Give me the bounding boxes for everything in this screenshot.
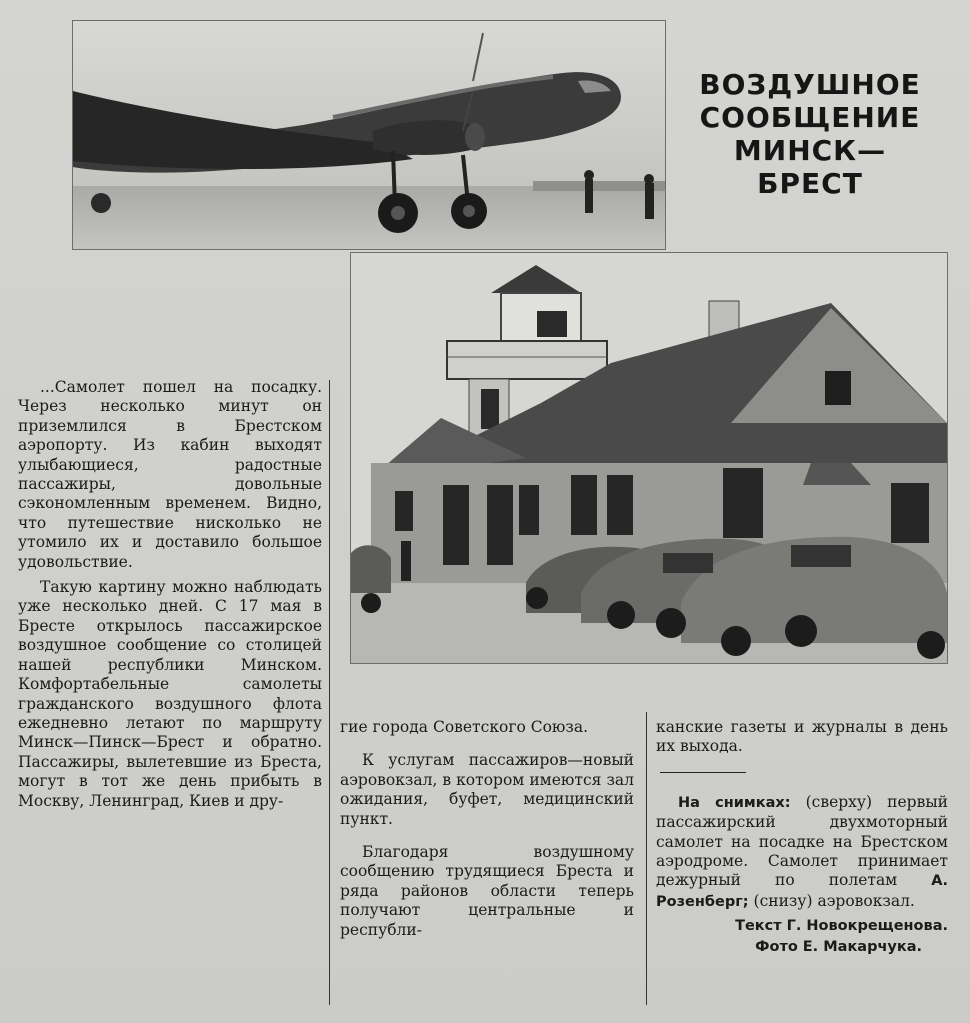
article-headline — [690, 68, 930, 200]
caption-label: На снимках: — [678, 794, 791, 811]
caption-name: А. Розенберг; — [656, 873, 948, 910]
headline-line-3: МИНСК— — [733, 134, 887, 167]
column-rule-2 — [646, 712, 647, 1005]
photo-caption — [656, 793, 948, 912]
headline-line-2: СООБЩЕНИЕ — [699, 101, 921, 134]
text-credit — [656, 916, 948, 936]
paragraph-5: Благодаря воздушному сообщению трудящиеся Бреста и ряда районов области теперь получают центральные и республи- — [340, 843, 634, 939]
photo-credit-label: Фото — [755, 938, 798, 955]
headline-line-1: ВОЗДУШНОЕ — [699, 68, 921, 101]
paragraph-4: К услугам пассажиров—новый аэровокзал, в котором имеются зал ожидания, буфет, медицинский пункт. — [340, 751, 634, 828]
paragraph-2: Такую картину можно наблюдать уже несколько дней. С 17 мая в Бресте открылось пассажирское воздушное сообщение со столицей нашей республики Минском. Комфортабельные самолеты гражданского воздушного флота ежедневно летают по маршруту Минск—Пинск—Брест и обратно. Пассажиры, вылетевшие из Бреста, могут в тот же день прибыть в Москву, Ленинград, Киев и дру- — [18, 578, 322, 810]
caption-text-a: (сверху) первый пассажирский двухмоторный самолет на посадке на Брестском аэродроме. Самолет принимает дежурный по полетам — [656, 792, 948, 890]
text-credit-name: Г. Новокрещенова. — [786, 918, 948, 935]
article-column-1 — [18, 378, 322, 811]
bleed-through-top — [660, 0, 970, 40]
photo-credit-name: Е. Макарчука. — [802, 938, 922, 955]
headline-line-4: БРЕСТ — [757, 167, 863, 200]
paragraph-1: ...Самолет пошел на посадку. Через несколько минут он приземлился в Брестском аэропорту. Из кабин выходят улыбающиеся, радостные пассажиры, довольные сэкономленным временем. Видно, что путешествие нисколько не утомило их и доставило большое удовольствие. — [18, 378, 322, 571]
photo-credit — [656, 937, 948, 957]
paragraph-6: канские газеты и журналы в день их выхода. — [656, 718, 948, 756]
column-rule-1 — [329, 380, 330, 1005]
caption-text-b: (снизу) аэровокзал. — [753, 891, 915, 910]
article-column-3 — [656, 718, 948, 957]
article-column-2 — [340, 718, 634, 940]
terminal-photo — [350, 252, 948, 664]
caption-separator — [660, 772, 746, 773]
paragraph-3: гие города Советского Союза. — [340, 718, 589, 736]
airplane-illustration — [73, 21, 665, 249]
terminal-illustration — [351, 253, 947, 663]
airplane-photo — [72, 20, 666, 250]
text-credit-label: Текст — [735, 918, 782, 935]
